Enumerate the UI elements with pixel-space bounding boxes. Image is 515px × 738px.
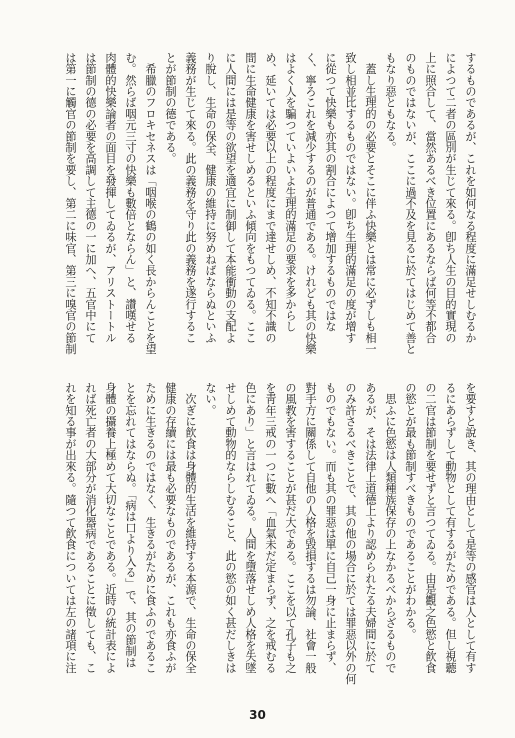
text-column: 上に照合して、當然あるべき位置にあるならば何等不都合 — [424, 52, 437, 344]
upper-text-block — [60, 52, 480, 368]
text-column: れば死亡者の大部分が消化器病であることに徵しても、こ — [84, 382, 97, 674]
text-column: 義務が生じて來る。此の義務を守り此の義務を遂行するこ — [184, 52, 197, 344]
text-column: れを知る事が出來る。隨つて飮食については左の諸項に注 — [64, 382, 77, 674]
text-column: のものではないが、ここに過不及を見るに於てはじめて善と — [404, 52, 417, 355]
text-column: によつて二者の區別が生じて來る。卽ち人生の目的實現の — [444, 52, 457, 344]
text-column: ために生きるのではなく、生きるがために食ふのであるこ — [144, 382, 157, 674]
text-column: せしめて動物的ならしむること、此の慾の如く甚だしきは — [224, 382, 237, 674]
lower-text-block — [60, 382, 480, 698]
text-column: するものであるが、これを如何なる程度に滿足せしむるか — [464, 52, 477, 344]
text-column: に從つて快樂も亦其の割合によつて增加するものではな — [324, 52, 337, 332]
text-column: ものでもない。而も其の罪惡は單に自己一身に止まらず、 — [324, 382, 337, 674]
text-column: 對手方に關係して自他の人格を毀損するは勿論、社會一般 — [304, 382, 317, 674]
text-column: 健康の存續には最も必要なものであるが、これも亦食ふが — [164, 382, 177, 674]
text-column: に人間には是等の欲望を適宜に制御して本能衝動の支配よ — [224, 52, 237, 344]
text-column: は節制の德の必要を高調して主德の一に加へ、五官中にて — [84, 52, 97, 344]
text-column: 次ぎに飮食は身體的生活を維持する本源で、生命の保全 — [184, 382, 197, 674]
text-column: を要すと說き、其の理由として是等の感官は人として有す — [464, 382, 477, 674]
text-column: 色にあり」と言はれてゐる。人間を墮落せしめ人格を失墜 — [244, 382, 257, 674]
text-column: は第一に觸官の節制を要し、第二に味官、第三に嗅官の節制 — [64, 52, 77, 355]
text-column: 思ふに色慾は人類種族保存の上なかるべからざるもので — [384, 382, 397, 674]
text-column: の慾とが最も節制すべきものであることがわかる。 — [404, 382, 417, 640]
text-column: 蓋し生理的の必要とそこに伴ふ快樂とは常に必ずしも相一 — [364, 52, 377, 355]
text-column: 致し相並比するものではない。卽ち生理的滿足の度が增す — [344, 52, 357, 344]
text-column: り脫し、生命の保全、健康の維持に努めねばならぬといふ — [204, 52, 217, 344]
text-column: む。然らば咽元三寸の快樂も數倍とならん」と、讚嘆せる — [124, 52, 137, 344]
text-column: とが節制の德である。 — [164, 52, 177, 164]
text-column: 間に生命健康を害せしめるといふ傾向をもつてゐる。ここ — [244, 52, 257, 344]
text-column: とを忘れてはならぬ。「病は口より入る」で、其の節制は — [124, 382, 137, 668]
text-column: 肉體的快樂論者の面目を發揮してゐるが、アリストートル — [104, 52, 117, 344]
text-column: あるが、そは法律上道德上より認められたる夫婦間に於て — [364, 382, 377, 674]
text-column: め、延いては必要以上の程度にまで達せしめ、不知不識の — [264, 52, 277, 344]
text-column: ない。 — [204, 382, 217, 416]
text-column: 希臘のフロキセネスは「咽喉の鶴の如く長からんことを望 — [144, 52, 157, 355]
text-column: るにあらずして動物として有するがためである。但し視聽 — [444, 382, 457, 674]
page-number: 30 — [249, 708, 266, 722]
text-column: のみ許さるべきことで、其の他の場合に於ては罪惡以外の何 — [344, 382, 357, 685]
text-column: の風教を害することが甚だ大である。ここを以て孔子も之 — [284, 382, 297, 674]
text-column: く、寧ろこれを減少するのが普通である。けれども其の快樂 — [304, 52, 317, 355]
text-column: を靑年三戒の一つに數へ「血氣未だ定まらず、之を戒むる — [264, 382, 277, 674]
text-column: はよく人を騙つていよいよ生理的滿足の要求を多からし — [284, 52, 297, 332]
text-column: 身體の攝養上極めて大切なことである。近時の統計表によ — [104, 382, 117, 674]
text-column: もなり惡ともなる。 — [384, 52, 397, 153]
text-column: の二官は節制を要せずと言つてゐる。由是觀之色慾と飮食 — [424, 382, 437, 674]
